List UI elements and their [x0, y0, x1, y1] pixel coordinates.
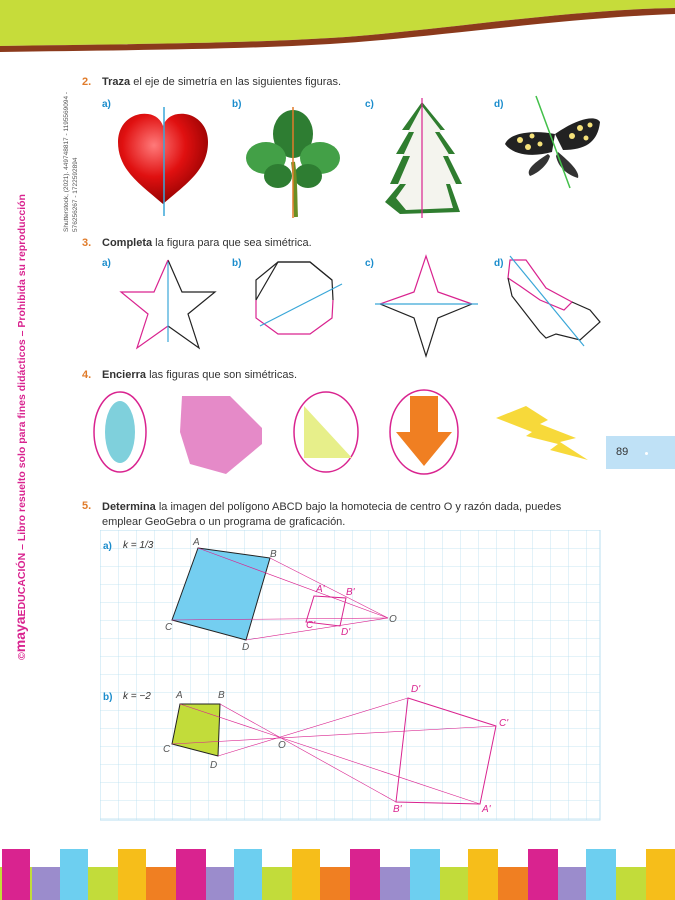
ex5-label-b: b): [103, 692, 113, 703]
ex3-label-a: a): [102, 258, 111, 269]
homothety-grid: [100, 530, 610, 822]
ex2-label-d: d): [494, 99, 504, 110]
point-b-a-prime: A': [482, 804, 491, 815]
ex2-label-a: a): [102, 99, 111, 110]
exercise-3-number: 3.: [82, 237, 92, 249]
point-d: D: [242, 642, 250, 653]
point-b-a: A: [176, 690, 183, 701]
exercise-2-number: 2.: [82, 76, 92, 88]
ex2-figures: [100, 92, 620, 222]
yellow-lightning-figure: [496, 406, 588, 460]
point-c: C: [165, 622, 173, 633]
exercise-5-instruction: Determina la imagen del polígono ABCD bajo la homotecia de centro O y razón dada, puedes emplear GeoGebra o un programa de graficación.: [102, 501, 562, 528]
point-a-prime: A': [316, 584, 325, 595]
point-b-b: B: [218, 690, 225, 701]
point-b-c: C: [163, 744, 171, 755]
ex5-label-a: a): [103, 541, 112, 552]
top-decoration: [0, 0, 675, 60]
tree-figure: [385, 98, 462, 218]
point-b-d: D: [210, 760, 218, 771]
exercise-3-instruction: Completa la figura para que sea simétrica.: [102, 237, 312, 249]
point-b-d-prime: D': [411, 684, 421, 695]
ex5-ratio-b: k = −2: [123, 691, 151, 702]
page-number: 89: [616, 446, 629, 458]
exercise-4-instruction: Encierra las figuras que son simétricas.: [102, 369, 298, 381]
ex3-label-c: c): [365, 258, 374, 269]
sidebar-copyright: ©mayaEDUCACIÓN – Libro resuelto solo para fines didácticos – Prohibida su reproducción: [12, 194, 28, 660]
point-b-b-prime: B': [393, 804, 402, 815]
ex2-label-b: b): [232, 99, 242, 110]
blue-ellipse-figure: [94, 392, 146, 472]
four-point-star-figure: [375, 256, 478, 356]
heart-figure: [118, 107, 208, 216]
ex4-figures: [90, 388, 610, 480]
pink-polygon-figure: [180, 396, 262, 474]
point-d-prime: D': [341, 627, 351, 638]
maya-logo: maya: [12, 616, 28, 653]
point-c-prime: C': [306, 620, 316, 631]
image-credits-1: Shutterstock, (2021). 449748817 - 1195569094 -: [63, 91, 70, 232]
point-b-c-prime: C': [499, 718, 509, 729]
page-tab-dot: [645, 452, 648, 455]
exercise-4-number: 4.: [82, 369, 92, 381]
butterfly-figure: [505, 96, 600, 188]
orange-arrow-figure: [390, 390, 458, 474]
star-figure: [121, 260, 215, 348]
point-b: B: [270, 549, 277, 560]
hexagon-figure: [256, 262, 342, 334]
image-credits-2: 576256267 - 1722592894: [72, 157, 79, 232]
point-a: A: [193, 537, 200, 548]
ex2-label-c: c): [365, 99, 374, 110]
ex5-ratio-a: k = 1/3: [123, 540, 154, 551]
green-triangle-figure: [294, 392, 358, 472]
ex3-figures: [100, 252, 620, 362]
point-b-prime: B': [346, 587, 355, 598]
arrow-shape-figure: [508, 256, 600, 346]
exercise-2-instruction: Traza el eje de simetría en las siguientes figuras.: [102, 76, 342, 88]
point-o: O: [389, 614, 397, 625]
bottom-decoration: [0, 845, 675, 900]
ex3-label-b: b): [232, 258, 242, 269]
ex3-label-d: d): [494, 258, 504, 269]
exercise-5-number: 5.: [82, 500, 92, 512]
point-b-o: O: [278, 740, 286, 751]
clover-figure: [246, 107, 340, 218]
